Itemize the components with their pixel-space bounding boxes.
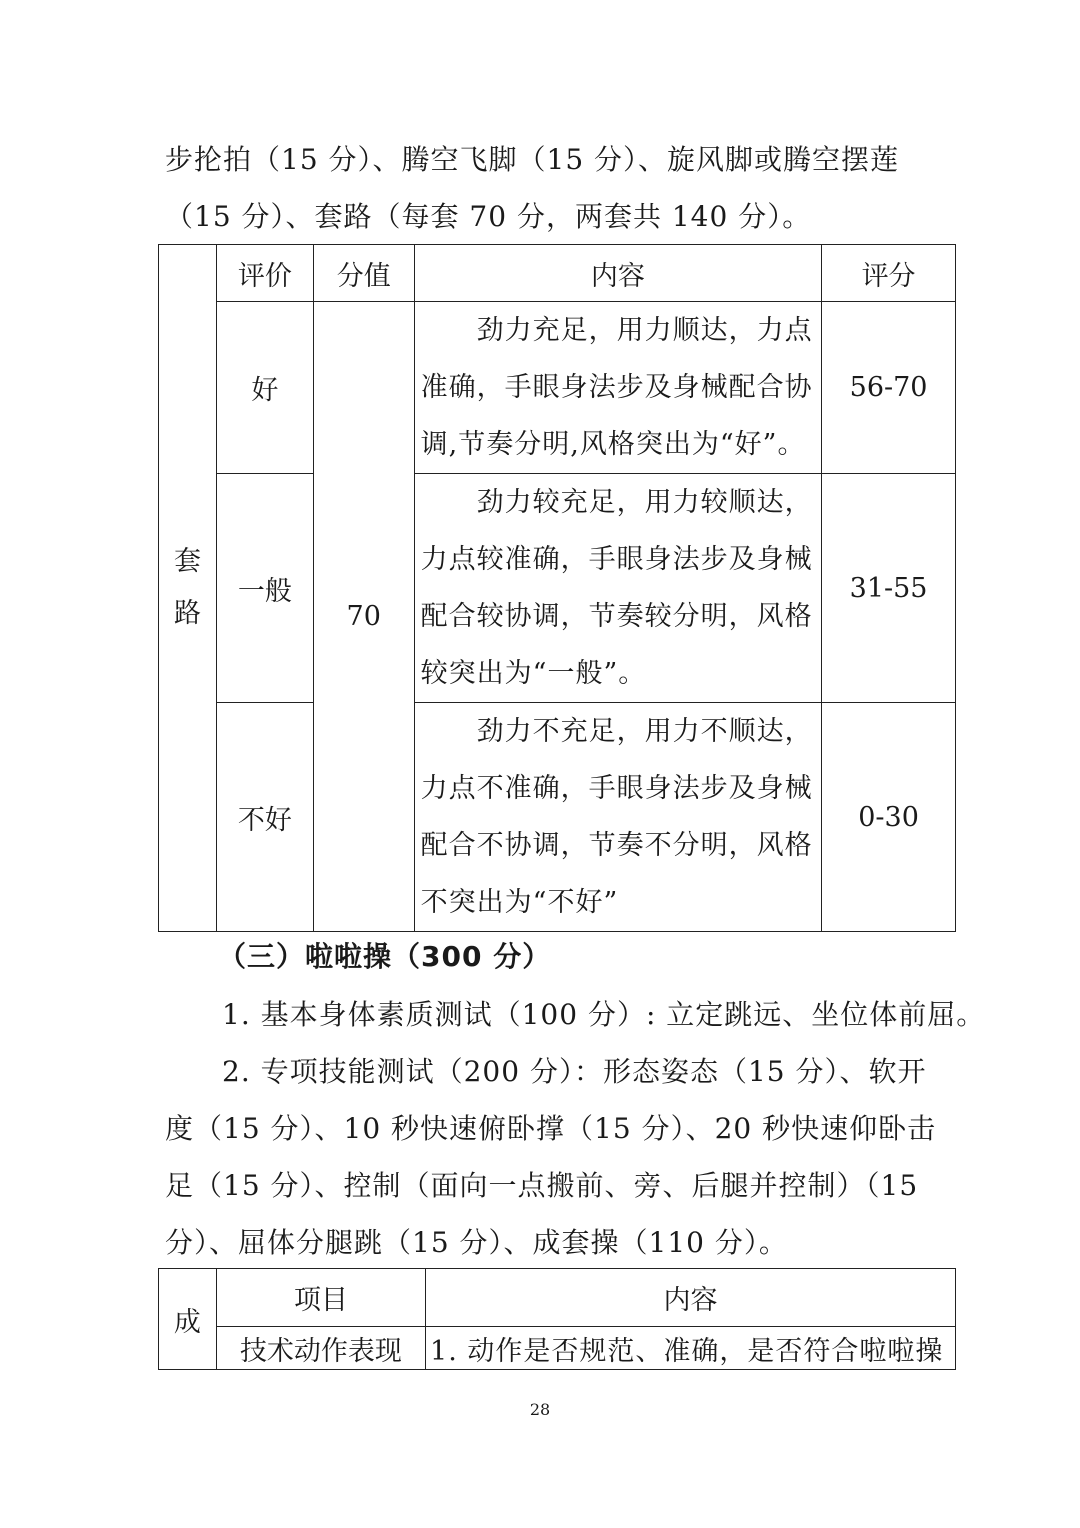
table-row xyxy=(159,703,956,932)
list-item: 1. 基本身体素质测试（100 分）: 立定跳远、坐位体前屈。 xyxy=(222,998,986,1031)
rating-cell: 好 xyxy=(216,302,313,474)
score-cell: 31-55 xyxy=(822,474,956,703)
paragraph-line: 步抡拍（15 分）、腾空飞脚（15 分）、旋风脚或腾空摆莲 xyxy=(165,143,900,176)
points-cell: 70 xyxy=(313,302,414,932)
table-row xyxy=(159,302,956,474)
list-item: 2. 专项技能测试（200 分）：形态姿态（15 分）、软开 xyxy=(222,1055,927,1088)
table-header-row xyxy=(159,1269,956,1327)
header-content: 内容 xyxy=(414,245,821,302)
paragraph-line: 度（15 分）、10 秒快速俯卧撑（15 分）、20 秒快速仰卧击 xyxy=(165,1112,937,1145)
content-cell: 1. 动作是否规范、准确，是否符合啦啦操 xyxy=(426,1327,956,1370)
score-cell: 0-30 xyxy=(822,703,956,932)
content-cell: 劲力不充足，用力不顺达， 力点不准确，手眼身法步及身械配合不协调，节奏不分明，风格不突出为“不好” xyxy=(414,703,821,932)
section-heading: （三）啦啦操（300 分） xyxy=(218,940,552,973)
header-item: 项目 xyxy=(216,1269,425,1327)
rating-cell: 不好 xyxy=(216,703,313,932)
section-label-routine-set: 成 xyxy=(159,1269,217,1370)
item-cell: 技术动作表现 xyxy=(216,1327,425,1370)
content-cell: 劲力较充足，用力较顺达， 力点较准确，手眼身法步及身械配合较协调，节奏较分明，风格较突出为“一般”。 xyxy=(414,474,821,703)
header-points: 分值 xyxy=(313,245,414,302)
header-content: 内容 xyxy=(426,1269,956,1327)
table-header-row xyxy=(159,245,956,302)
paragraph-line: 足（15 分）、控制（面向一点搬前、旁、后腿并控制）（15 xyxy=(165,1169,919,1202)
header-rating: 评价 xyxy=(216,245,313,302)
section-label-routine: 套 路 xyxy=(159,245,217,932)
routine-scoring-table xyxy=(158,244,956,932)
rating-cell: 一般 xyxy=(216,474,313,703)
paragraph-line: （15 分）、套路（每套 70 分，两套共 140 分）。 xyxy=(165,200,812,233)
paragraph-line: 分）、屈体分腿跳（15 分）、成套操（110 分）。 xyxy=(165,1226,788,1259)
score-cell: 56-70 xyxy=(822,302,956,474)
cheerleading-scoring-table xyxy=(158,1268,956,1370)
content-cell: 劲力充足，用力顺达，力点 准确，手眼身法步及身械配合协调,节奏分明,风格突出为“好”。 xyxy=(414,302,821,474)
table-row xyxy=(159,474,956,703)
header-score: 评分 xyxy=(822,245,956,302)
table-row xyxy=(159,1327,956,1370)
page-number: 28 xyxy=(529,1400,551,1419)
